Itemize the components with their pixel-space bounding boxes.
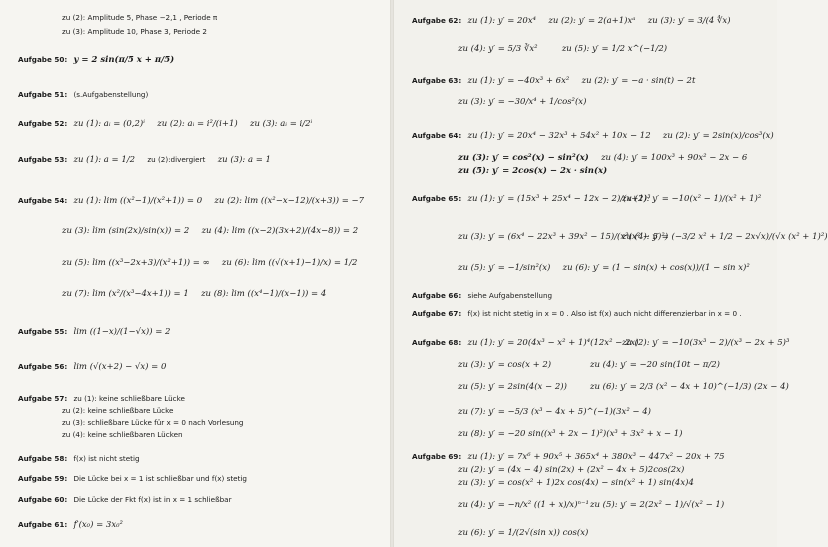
answer-7: zu (7): y′ = −5/3 (x³ − 4x + 5)^(−1)(3x² − 4): [458, 407, 651, 417]
answer-4: zu (4): y′ = −20 sin(10t − π/2): [590, 360, 720, 370]
answer-1: zu (1): y′ = −40x³ + 6x²: [467, 76, 570, 86]
answer-1: zu (1): lim ((x²−1)/(x²+1)) = 0: [73, 196, 203, 206]
answer-8: zu (8): y′ = −20 sin((x³ + 2x − 1)²)(x³ + 3x² + x − 1): [458, 429, 683, 439]
answer-1: zu (1): y′ = 20x⁴ − 32x³ + 54x² + 10x − 12: [467, 131, 651, 141]
task-text: f(x) ist nicht stetig: [73, 454, 140, 463]
answer-6: zu (6): y′ = 2/3 (x² − 4x + 10)^(−1/3) (2x − 4): [590, 382, 789, 392]
task-55: [18, 327, 170, 337]
answer-4: zu (4): y′ = 100x³ + 90x² − 2x − 6: [601, 153, 748, 163]
task-label: Aufgabe 61:: [18, 520, 68, 529]
a49-part2: zu (2): Amplitude 5, Phase −2,1 , Periode π: [62, 13, 218, 22]
task-label: Aufgabe 58:: [18, 454, 68, 463]
task-68: [412, 338, 639, 348]
answer-7: zu (7): lim (x²/(x³−4x+1)) = 1: [62, 289, 189, 299]
answer-5: zu (5): y′ = 2sin(4(x − 2)): [458, 382, 567, 392]
task-label: Aufgabe 63:: [412, 76, 462, 85]
task-67: [412, 309, 742, 318]
task-65-answer2: [622, 194, 761, 204]
task-68-answer2: [622, 338, 789, 348]
answer-1: zu (1): aᵢ = (0,2)ⁱ: [73, 119, 145, 129]
task-label: Aufgabe 68:: [412, 338, 462, 347]
task-69-answer5: [590, 500, 724, 510]
answer-3: zu (3): y′ = cos²(x) − sin²(x): [458, 153, 589, 163]
task-64: [412, 131, 774, 141]
answer-5: zu (5): y′ = 1/2 x^(−1/2): [561, 44, 668, 54]
task-label: Aufgabe 50:: [18, 55, 68, 64]
task-label: Aufgabe 60:: [18, 495, 68, 504]
answer-5: zu (5): y′ = 2cos(x) − 2x · sin(x): [458, 166, 608, 176]
task-63: [412, 76, 695, 86]
task-text: (s.Aufgabenstellung): [73, 90, 149, 99]
task-52: [18, 119, 312, 129]
answer-2: zu (2): y′ = −10(3x³ − 2)/(x³ − 2x + 5)³: [622, 338, 790, 348]
task-57: [18, 394, 185, 403]
answer-5: zu (5): y′ = −1/sin²(x): [458, 263, 551, 273]
task-label: Aufgabe 65:: [412, 194, 462, 203]
task-65: [412, 194, 651, 204]
task-68-row5: [458, 429, 682, 439]
formula: lim (√(x+2) − √x) = 0: [73, 362, 167, 372]
task-54: [18, 196, 364, 206]
answer-2: zu (2): keine schließbare Lücke: [62, 406, 174, 415]
task-58: [18, 454, 140, 463]
task-label: Aufgabe 67:: [412, 309, 462, 318]
task-69-row5: [458, 528, 588, 538]
formula: y = 2 sin(π/5 x + π/5): [73, 55, 175, 65]
task-text: siehe Aufgabenstellung: [467, 291, 553, 300]
answer-5: zu (5): lim ((x³−2x+3)/(x²+1)) = ∞: [62, 258, 210, 268]
task-63-row2: [458, 97, 586, 107]
task-54-row4: [62, 289, 326, 299]
answer-3: zu (3): y′ = cos(x + 2): [458, 360, 552, 370]
task-label: Aufgabe 69:: [412, 452, 462, 461]
left-page: [0, 0, 392, 547]
task-label: Aufgabe 53:: [18, 155, 68, 164]
task-label: Aufgabe 57:: [18, 394, 68, 403]
answer-1: zu (1): y′ = 7x⁶ + 90x⁵ + 365x⁴ + 380x³ − 447x² − 20x + 75: [467, 452, 725, 462]
answer-5: zu (5): y′ = 2(2x² − 1)/√(x² − 1): [590, 500, 725, 510]
answer-4: zu (4): keine schließbaren Lücken: [62, 430, 183, 439]
task-53: [18, 155, 271, 165]
task-64-row3: [458, 166, 607, 176]
answer-6: zu (6): lim ((√(x+1)−1)/x) = 1/2: [221, 258, 358, 268]
answer-2: zu (2): y′ = −10(x² − 1)/(x² + 1)²: [622, 194, 762, 204]
answer-4: zu (4): y′ = (−3/2 x² + 1/2 − 2x√x)/(√x (x² + 1)²): [622, 232, 828, 242]
answer-2: zu (2): lim ((x²−x−12)/(x+3)) = −7: [214, 196, 365, 206]
task-68-row3: [458, 382, 567, 392]
answer-2: zu (2): y′ = 2sin(x)/cos³(x): [662, 131, 774, 141]
task-65-answer4: [622, 232, 828, 242]
answer-3: zu (3): y′ = (6x⁴ − 22x³ + 39x² − 15)/(x²(x² − 5)²): [458, 232, 669, 242]
task-68-answer6: [590, 382, 789, 392]
task-text: f(x) ist nicht stetig in x = 0 . Also ist f(x) auch nicht differenzierbar in x = 0 .: [467, 309, 742, 318]
answer-2: zu (2): y′ = 2(a+1)xᵃ: [548, 16, 636, 26]
task-68-answer4: [590, 360, 720, 370]
answer-8: zu (8): lim ((x⁴−1)/(x−1)) = 4: [201, 289, 327, 299]
answer-1: zu (1): a = 1/2: [73, 155, 136, 165]
answer-3: zu (3): lim (sin(2x)/sin(x)) = 2: [62, 226, 190, 236]
answer-2: zu (2): aᵢ = i²/(i+1): [157, 119, 238, 129]
answer-3: zu (3): y′ = −30/x⁴ + 1/cos²(x): [458, 97, 587, 107]
formula: f′(x₀) = 3x₀²: [73, 520, 123, 530]
answer-1: zu (1): y′ = (15x³ + 25x⁴ − 12x − 2)/(x+1)³: [467, 194, 651, 204]
answer-2: zu (2): y′ = (4x − 4) sin(2x) + (2x² − 4x + 5)2cos(2x): [458, 465, 685, 475]
task-65-row3: [458, 263, 750, 273]
task-69-row2: [458, 465, 684, 475]
answer-3: zu (3): aᵢ = i/2ⁱ: [249, 119, 313, 129]
task-60: [18, 495, 232, 504]
task-54-row2: [62, 226, 358, 236]
task-label: Aufgabe 64:: [412, 131, 462, 140]
task-61: [18, 520, 123, 530]
task-label: Aufgabe 51:: [18, 90, 68, 99]
task-68-row4: [458, 407, 651, 417]
task-label: Aufgabe 52:: [18, 119, 68, 128]
formula: lim ((1−x)/(1−√x)) = 2: [73, 327, 171, 337]
task-label: Aufgabe 59:: [18, 474, 68, 483]
task-64-row2: [458, 153, 747, 163]
task-51: [18, 90, 148, 99]
answer-6: zu (6): y′ = (1 − sin(x) + cos(x))/(1 − sin x)²: [562, 263, 750, 273]
answer-3: zu (3): schließbare Lücke für x = 0 nach Vorlesung: [62, 418, 244, 427]
task-label: Aufgabe 54:: [18, 196, 68, 205]
answer-3: zu (3): y′ = 3/(4 ∜x): [647, 16, 731, 26]
answer-2: zu (2): y′ = −a · sin(t) − 2t: [581, 76, 696, 86]
answer-4: zu (4): y′ = 5/3 ∛x²: [458, 44, 538, 54]
task-text: Die Lücke bei x = 1 ist schließbar und f(x) stetig: [73, 474, 247, 483]
answer-1: zu (1): y′ = 20(4x³ − x² + 1)⁴(12x² − 2x): [467, 338, 639, 348]
answer-4: zu (4): lim ((x−2)(3x+2)/(4x−8)) = 2: [201, 226, 359, 236]
task-69: [412, 452, 725, 462]
task-59: [18, 474, 247, 483]
answer-2: zu (2):divergiert: [147, 155, 206, 164]
task-66: [412, 291, 552, 300]
task-text: Die Lücke der Fkt f(x) ist in x = 1 schließbar: [73, 495, 232, 504]
task-label: Aufgabe 62:: [412, 16, 462, 25]
task-label: Aufgabe 56:: [18, 362, 68, 371]
task-50: [18, 55, 174, 65]
answer-3: zu (3): a = 1: [217, 155, 271, 165]
task-label: Aufgabe 66:: [412, 291, 462, 300]
task-56: [18, 362, 166, 372]
task-68-row2: [458, 360, 551, 370]
task-62-row2: [458, 44, 667, 54]
task-label: Aufgabe 55:: [18, 327, 68, 336]
answer-1: zu (1): keine schließbare Lücke: [73, 394, 185, 403]
answer-4: zu (4): y′ = −n/x² ((1 + x)/x)ⁿ⁻¹: [458, 500, 589, 510]
task-62: [412, 16, 731, 26]
book-gutter: [390, 0, 394, 547]
task-69-row3: [458, 478, 694, 488]
task-54-row3: [62, 258, 357, 268]
a49-part3: zu (3): Amplitude 10, Phase 3, Periode 2: [62, 27, 207, 36]
answer-1: zu (1): y′ = 20x⁴: [467, 16, 537, 26]
answer-3: zu (3): y′ = cos(x² + 1)2x cos(4x) − sin(x² + 1) sin(4x)4: [458, 478, 694, 488]
answer-6: zu (6): y′ = 1/(2√(sin x)) cos(x): [458, 528, 589, 538]
task-69-row4: [458, 500, 589, 510]
